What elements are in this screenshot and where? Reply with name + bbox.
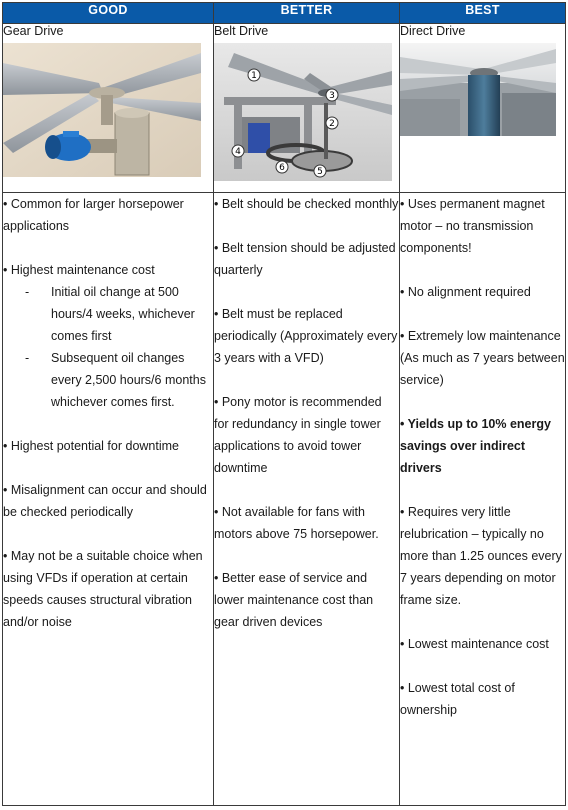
- sub-list-item: [3, 281, 213, 347]
- svg-text:3: 3: [329, 91, 335, 101]
- sub-list-text: Initial oil change at 500 hours/4 weeks, whichever comes first: [51, 285, 195, 343]
- list-item: • Common for larger horsepower applications: [3, 197, 184, 233]
- list-item: • Belt tension should be adjusted quarterly: [214, 241, 396, 277]
- belt-drive-cell: [214, 24, 400, 193]
- drive-comparison-table: [2, 2, 566, 806]
- list-item: • No alignment required: [400, 285, 531, 299]
- svg-text:4: 4: [235, 147, 241, 157]
- svg-text:2: 2: [329, 119, 335, 129]
- svg-text:1: 1: [251, 71, 257, 81]
- list-item: • Highest potential for downtime: [3, 439, 179, 453]
- callout-6: [276, 161, 288, 173]
- list-item: • Pony motor is recommended for redundancy in single tower applications to avoid tower downtime: [214, 395, 382, 475]
- callout-2: [326, 117, 338, 129]
- list-item: • Requires very little relubrication – typically no more than 1.25 ounces every 7 years depending on motor frame size.: [400, 505, 562, 607]
- gear-drive-cell: [3, 24, 214, 193]
- list-item: • Lowest maintenance cost: [400, 637, 549, 651]
- callout-4: [232, 145, 244, 157]
- list-item: • Better ease of service and lower maintenance cost than gear driven devices: [214, 571, 374, 629]
- list-item: • May not be a suitable choice when using VFDs if operation at certain speeds causes structural vibration and/or noise: [3, 549, 203, 629]
- header-best: BEST: [400, 3, 566, 24]
- direct-drive-photo-icon: [400, 43, 556, 136]
- list-item: • Highest maintenance cost: [3, 263, 155, 277]
- sub-list-item: [3, 347, 213, 413]
- highlight-list-item: • Yields up to 10% energy savings over indirect drivers: [400, 417, 551, 475]
- gear-drive-features: [3, 193, 214, 806]
- list-item: • Belt must be replaced periodically (Approximately every 3 years with a VFD): [214, 307, 398, 365]
- callout-1: [248, 69, 260, 81]
- list-item: • Misalignment can occur and should be checked periodically: [3, 483, 207, 519]
- belt-drive-photo-icon: [214, 43, 392, 181]
- belt-drive-features: [214, 193, 400, 806]
- svg-text:5: 5: [317, 167, 323, 177]
- content-row: [3, 193, 566, 806]
- callout-3: [326, 89, 338, 101]
- list-item: • Extremely low maintenance (As much as 7 years between service): [400, 329, 565, 387]
- list-item: • Uses permanent magnet motor – no transmission components!: [400, 197, 545, 255]
- svg-text:6: 6: [279, 163, 285, 173]
- header-better: BETTER: [214, 3, 400, 24]
- list-item: • Belt should be checked monthly: [214, 197, 399, 211]
- dash-marker: -: [25, 285, 30, 299]
- header-good: GOOD: [3, 3, 214, 24]
- direct-drive-cell: [400, 24, 566, 193]
- gear-drive-title: Gear Drive: [3, 24, 64, 38]
- header-row: [3, 3, 566, 24]
- sub-list: [3, 281, 213, 413]
- gear-drive-photo-icon: [3, 43, 201, 177]
- dash-marker: -: [25, 351, 30, 365]
- list-item: • Lowest total cost of ownership: [400, 681, 515, 717]
- image-row: [3, 24, 566, 193]
- list-item: • Not available for fans with motors above 75 horsepower.: [214, 505, 379, 541]
- callout-5: [314, 165, 326, 177]
- direct-drive-title: Direct Drive: [400, 24, 466, 38]
- belt-drive-title: Belt Drive: [214, 24, 269, 38]
- direct-drive-features: [400, 193, 566, 806]
- sub-list-text: Subsequent oil changes every 2,500 hours/6 months whichever comes first.: [51, 351, 206, 409]
